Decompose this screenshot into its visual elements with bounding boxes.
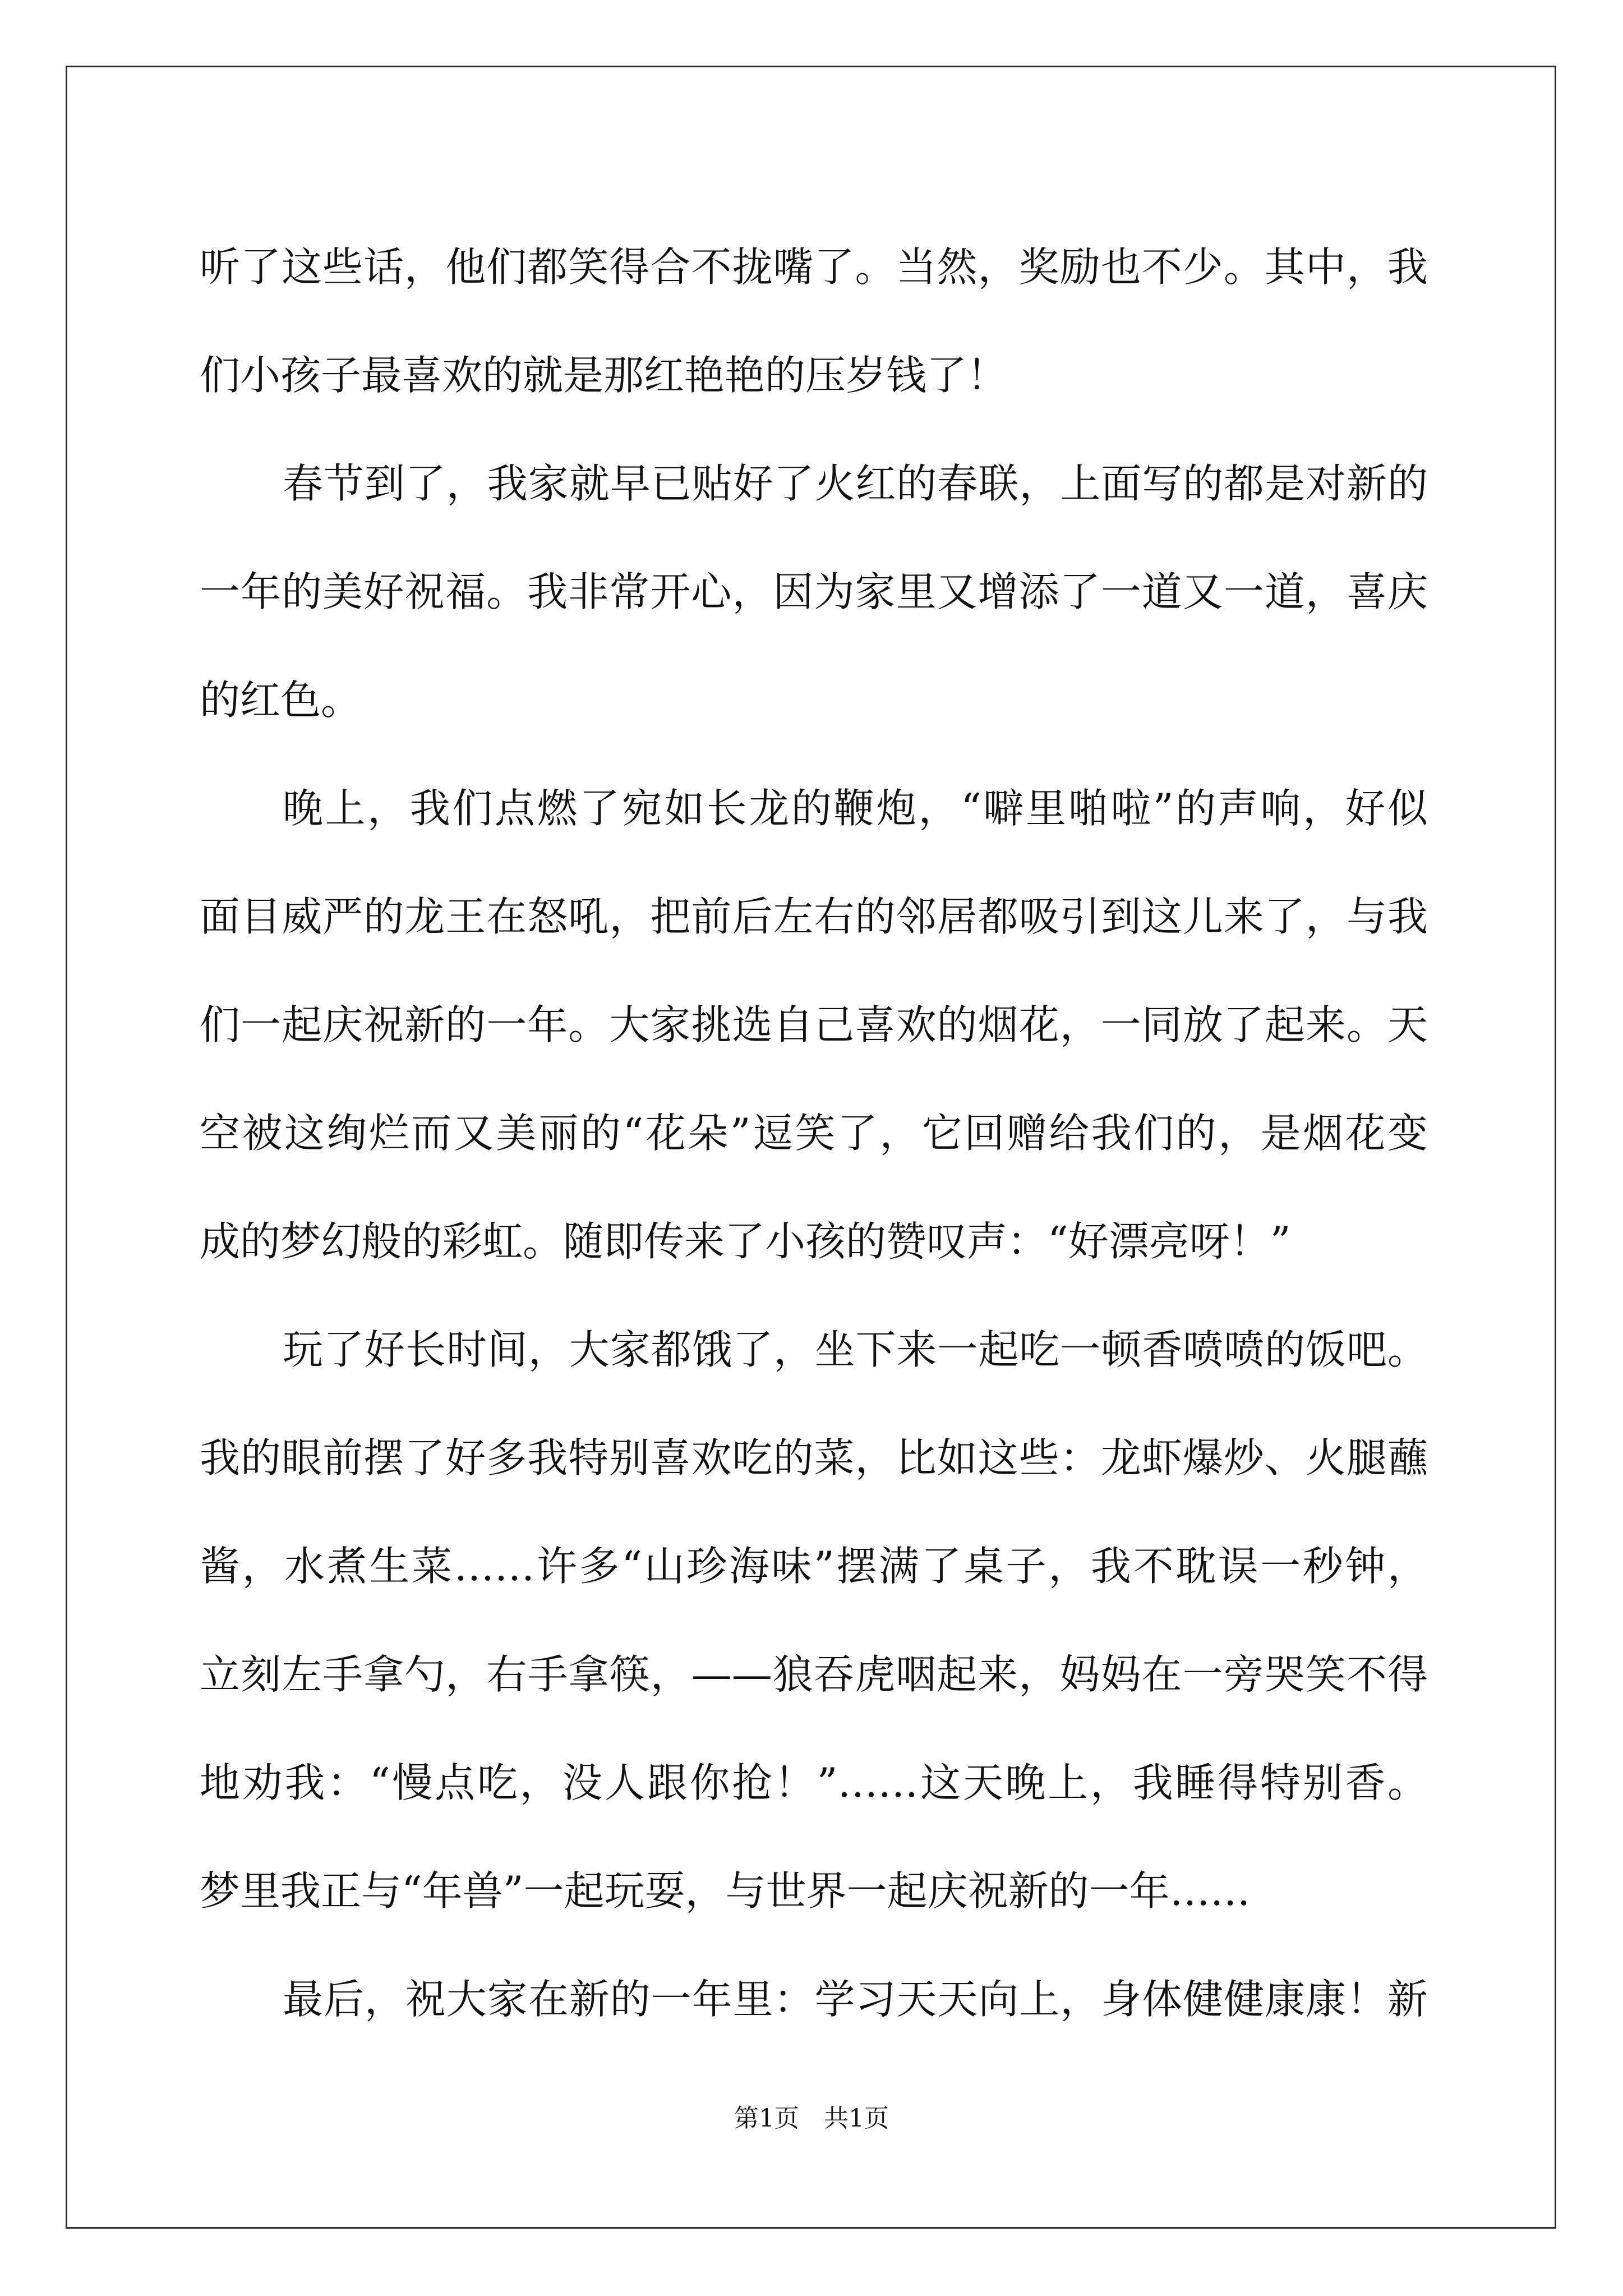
page-footer: 第1页 共1页 xyxy=(734,2104,889,2133)
document-body xyxy=(200,213,1428,2054)
text-line: 地劝我：“慢点吃，没人跟你抢！”……这天晚上，我睡得特别香。 xyxy=(200,1759,1428,1806)
text-line: 酱，水煮生菜……许多“山珍海味”摆满了桌子，我不耽误一秒钟， xyxy=(200,1543,1428,1590)
text-line: 们一起庆祝新的一年。大家挑选自己喜欢的烟花，一同放了起来。天 xyxy=(200,1001,1428,1048)
text-line: 梦里我正与“年兽”一起玩耍，与世界一起庆祝新的一年…… xyxy=(200,1867,1251,1915)
paragraph-start-line: 晚上，我们点燃了宛如长龙的鞭炮，“噼里啪啦”的声响，好似 xyxy=(283,785,1428,832)
text-line: 听了这些话，他们都笑得合不拢嘴了。当然，奖励也不少。其中，我 xyxy=(200,243,1428,291)
paragraph-start-line: 最后，祝大家在新的一年里：学习天天向上，身体健健康康！新 xyxy=(283,1976,1428,2023)
text-line: 我的眼前摆了好多我特别喜欢吃的菜，比如这些：龙虾爆炒、火腿蘸 xyxy=(200,1434,1428,1481)
paragraph-start-line: 玩了好长时间，大家都饿了，坐下来一起吃一顿香喷喷的饭吧。 xyxy=(283,1326,1428,1373)
text-line: 空被这绚烂而又美丽的“花朵”逗笑了，它回赠给我们的，是烟花变 xyxy=(200,1110,1428,1157)
paragraph-start-line: 春节到了，我家就早已贴好了火红的春联，上面写的都是对新的 xyxy=(283,460,1428,507)
text-line: 们小孩子最喜欢的就是那红艳艳的压岁钱了！ xyxy=(200,352,1008,399)
text-line: 成的梦幻般的彩虹。随即传来了小孩的赞叹声：“好漂亮呀！” xyxy=(200,1218,1291,1265)
text-line: 面目威严的龙王在怒吼，把前后左右的邻居都吸引到这儿来了，与我 xyxy=(200,893,1428,940)
text-line: 立刻左手拿勺，右手拿筷，——狼吞虎咽起来，妈妈在一旁哭笑不得 xyxy=(200,1651,1428,1698)
text-line: 的红色。 xyxy=(200,677,362,724)
text-line: 一年的美好祝福。我非常开心，因为家里又增添了一道又一道，喜庆 xyxy=(200,568,1428,615)
